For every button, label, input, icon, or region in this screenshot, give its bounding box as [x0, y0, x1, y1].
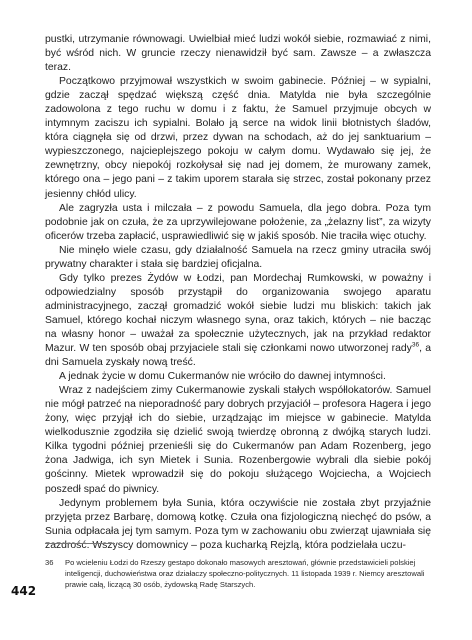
paragraph-text: Gdy tylko prezes Żydów w Łodzi, pan Mordechaj Rumkowski, w poważny i odpowiedzialny sposób przystąpił do organizowania swojego aparatu administracyjnego, zaczął gromadzić wokół siebie ludzi mu bliskich: takich jak Samuel, którego kochał niczym własnego syna, oraz takich, których – nie bacząc na własny honor – uważał za społecznie użytecznych, jak na przykład redaktor Mazur. W ten sposób obaj przyjaciele stali się członkami nowo utworzonej rady: [45, 272, 431, 355]
footnote-divider: [45, 543, 115, 544]
footnote-number: 36: [45, 558, 54, 567]
paragraph: Wraz z nadejściem zimy Cukermanowie zyskali stałych współlokatorów. Samuel nie mógł patrzeć na nieporadność pary dobrych przyjaciół – profesora Hagera i jego żony, więc przyjął ich do siebie, urządzając im miejsce w gabinecie. Matylda wielkodusznie zgodziła się dzielić swoją twierdzę obronną z dwójką starych ludzi. Kilka tygodni później przenieśli się do Cukermanów pan Adam Rozenberg, jego żona Jadwiga, ich syn Mietek i Sunia. Rozenbergowie wybrali dla siebie pokój gościnny. Mietek wprowadził się do pokoju służącego Wojciecha, a Wojciech poszedł spać do piwnicy.: [45, 385, 431, 495]
paragraph: Początkowo przyjmował wszystkich w swoim gabinecie. Później – w sypialni, gdzie zaczął spędzać większą część dnia. Matylda nie była szczególnie zadowolona z tego ruchu w domu i z faktu, że Samuel przyjmuje obcych w intymnym zaciszu ich sypialni. Bolało ją serce na widok linii błotnistych śladów, która ciągnęła się od drzwi, przez dywan na schodach, aż do jej sanktuarium – wypieszczonego, najcieplejszego pokoju w całym domu. Wydawało się jej, że zewnętrzny, obcy niepokój rozkołysał się nad jej domem, że murowany zamek, którego ona – jego pani – z takim uporem starała się strzec, został pokonany przez jesienny chłód ulicy.: [45, 76, 431, 200]
paragraph: Ale zagryzła usta i milczała – z powodu Samuela, dla jego dobra. Poza tym podobnie jak on czuła, że za uprzywilejowane położenie, za „żelazny list”, za wizyty oficerów trzeba zapłacić, usprawiedliwić się w jakiś sposób. Nie traciła więc otuchy.: [45, 202, 431, 242]
footnote-reference: 36: [411, 341, 420, 349]
page-number: 442: [11, 584, 37, 598]
paragraph: pustki, utrzymanie równowagi. Uwielbiał mieć ludzi wokół siebie, rozmawiać z nimi, być wśród nich. W gruncie rzeczy nienawidził być sam. Zawsze – a zwłaszcza teraz.: [45, 34, 431, 74]
footnote: [45, 558, 433, 591]
paragraph: Nie minęło wiele czasu, gdy działalność Samuela na rzecz gminy utraciła swój prywatny charakter i stała się bardziej oficjalna.: [45, 244, 431, 270]
paragraph: Jedynym problemem była Sunia, która oczywiście nie została zbyt przyjaźnie przyjęta przez Barbarę, domową kotkę. Czuła ona fizjologiczną niechęć do psów, a Sunia odpłacała jej tym samym. Poza tym w zachowaniu obu zwierząt ujawniała się zazdrość. Wszyscy domownicy – poza kucharką Rejzlą, która podzielała uczu-: [45, 497, 431, 551]
paragraph: A jednak życie w domu Cukermanów nie wróciło do dawnej intymności.: [59, 371, 386, 383]
main-text-body: [45, 33, 431, 553]
paragraph-text-continued: , a dni Samuela zyskały nową treść.: [45, 343, 431, 369]
paragraph: [45, 272, 431, 370]
footnote-text: Po wcieleniu Łodzi do Rzeszy gestapo dokonało masowych aresztowań, głównie przedstawicieli polskiej inteligencji, duchowieństwa oraz działaczy społeczno-politycznych. 11 listopada 1939 r. Niemcy aresztowali prawie całą, liczącą 30 osób, żydowską Radę Starszych.: [65, 558, 425, 589]
